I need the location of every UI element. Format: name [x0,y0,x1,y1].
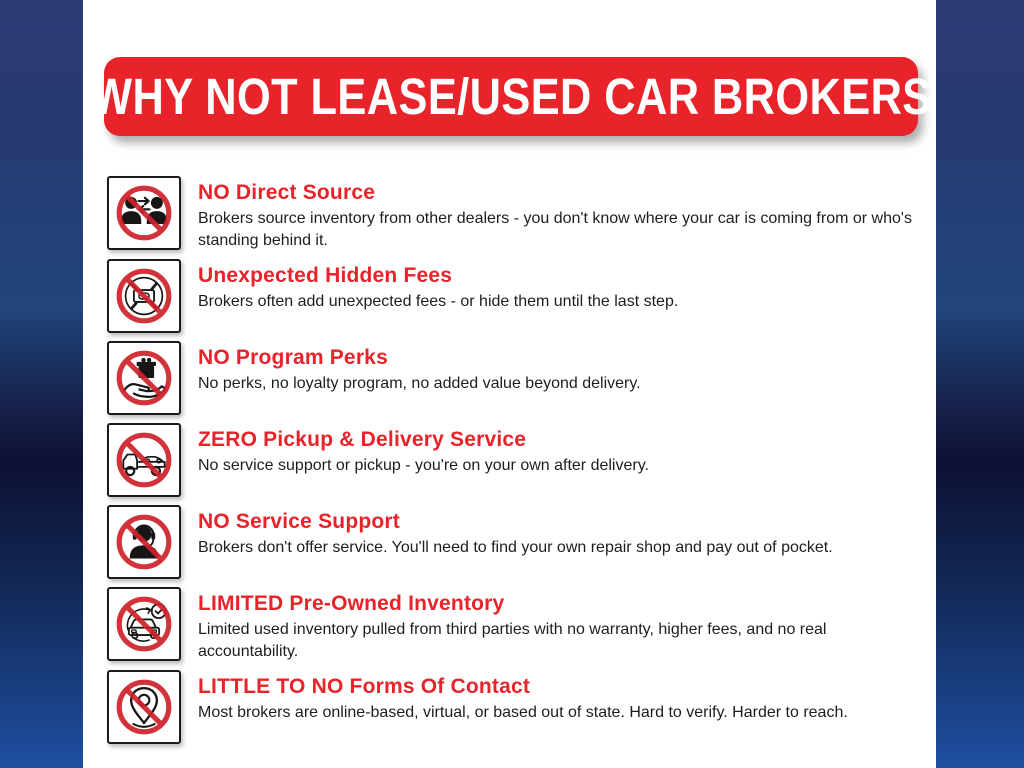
item-body: Limited used inventory pulled from third parties with no warranty, higher fees, and no real accountability. [198,621,827,661]
hidden-fees-icon [110,262,178,330]
item-title: NO Service Support [198,510,400,534]
limited-preowned-inventory-icon-box [107,587,181,661]
reasons-list [107,176,919,752]
no-pickup-delivery-icon-box [107,423,181,497]
item-body: No service support or pickup - you're on your own after delivery. [198,457,649,475]
item-body: Brokers often add unexpected fees - or hide them until the last step. [198,293,679,311]
item-body: Brokers source inventory from other dealers - you don't know where your car is coming from or who's standing behind it. [198,210,912,250]
item-body: Most brokers are online-based, virtual, or based out of state. Hard to verify. Harder to reach. [198,704,848,722]
prohibition-mark [119,271,169,321]
item-title: Unexpected Hidden Fees [198,264,453,288]
list-item [107,505,919,580]
item-body: No perks, no loyalty program, no added value beyond delivery. [198,375,641,393]
list-item [107,341,919,416]
no-program-perks-icon [110,344,178,412]
page-title: WHY NOT LEASE/USED CAR BROKERS [90,68,932,125]
list-item [107,176,919,252]
list-item [107,670,919,745]
prohibition-mark [119,683,169,733]
no-service-support-icon-box [107,505,181,579]
no-pickup-delivery-icon [110,426,178,494]
no-direct-source-icon-box [107,176,181,250]
title-banner [90,57,932,136]
list-item [107,423,919,498]
no-service-support-icon [110,508,178,576]
no-program-perks-icon-box [107,341,181,415]
item-body: Brokers don't offer service. You'll need to find your own repair shop and pay out of pocket. [198,539,833,557]
no-direct-source-icon [110,179,178,247]
limited-preowned-inventory-icon [110,590,178,658]
item-title: NO Program Perks [198,346,388,370]
item-title: LIMITED Pre-Owned Inventory [198,592,505,616]
list-item [107,259,919,334]
no-forms-of-contact-icon [110,673,178,741]
item-title: ZERO Pickup & Delivery Service [198,428,527,452]
hidden-fees-icon-box [107,259,181,333]
item-title: LITTLE TO NO Forms Of Contact [198,675,531,699]
no-forms-of-contact-icon-box [107,670,181,744]
item-title: NO Direct Source [198,181,376,204]
list-item [107,587,919,663]
